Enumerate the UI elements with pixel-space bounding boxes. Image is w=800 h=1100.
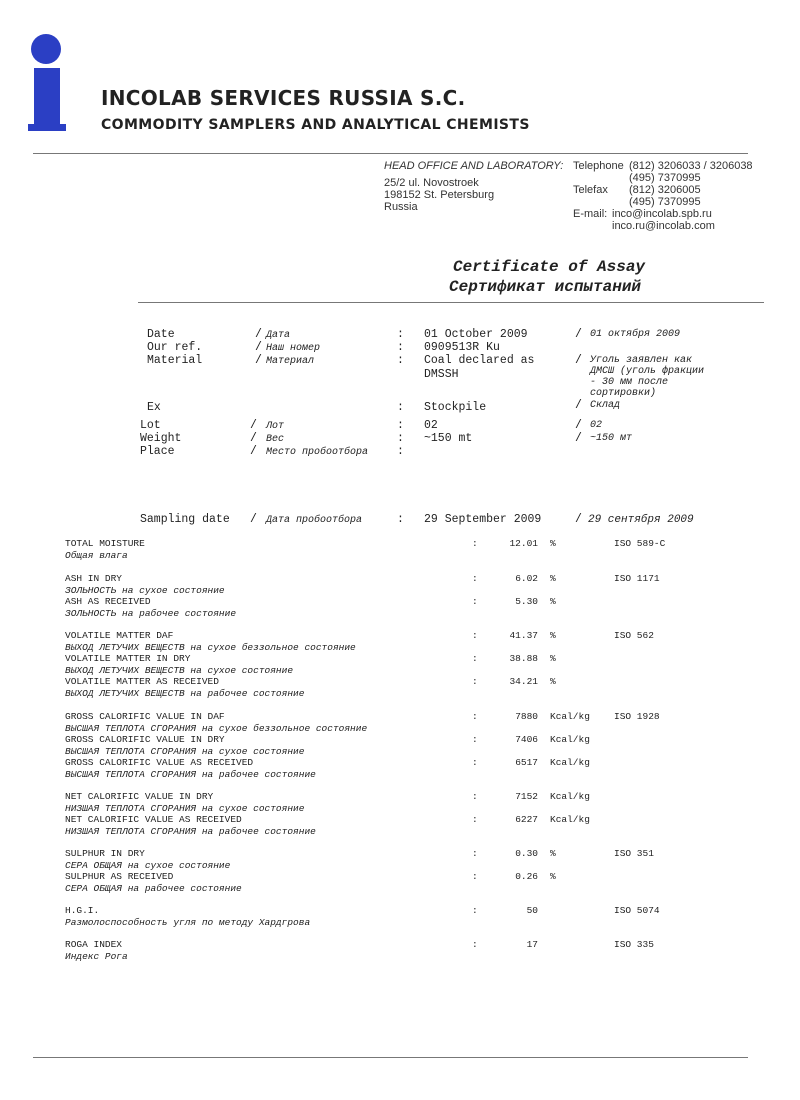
slash: / <box>255 341 262 354</box>
field-label: Lot <box>140 419 161 432</box>
colon: : <box>397 341 404 354</box>
top-rule <box>33 153 748 154</box>
office-heading: HEAD OFFICE AND LABORATORY: <box>384 160 564 172</box>
slash: / <box>255 328 262 341</box>
address-line-1: 25/2 ul. Novostroek <box>384 177 479 189</box>
slash: / <box>250 513 257 526</box>
result-colon: : <box>472 630 478 641</box>
result-name-ru: ВЫХОД ЛЕТУЧИХ ВЕЩЕСТВ на рабочее состояние <box>65 688 305 699</box>
result-unit: Kcal/kg <box>550 711 590 722</box>
result-name-ru: ВЫХОД ЛЕТУЧИХ ВЕЩЕСТВ на сухое состояние <box>65 665 294 676</box>
result-name-ru: Общая влага <box>65 550 128 561</box>
field-label-ru: Лот <box>266 421 285 432</box>
slash: / <box>575 432 582 445</box>
result-unit: % <box>550 573 556 584</box>
result-colon: : <box>472 814 478 825</box>
result-value: 6227 <box>515 814 538 825</box>
colon: : <box>397 328 404 341</box>
result-value: 7880 <box>515 711 538 722</box>
result-value: 0.26 <box>515 871 538 882</box>
slash: / <box>255 354 262 367</box>
result-method: ISO 5074 <box>614 905 660 916</box>
result-unit: Kcal/kg <box>550 814 590 825</box>
result-unit: Kcal/kg <box>550 791 590 802</box>
result-colon: : <box>472 757 478 768</box>
result-value: 50 <box>526 905 538 916</box>
result-name-ru: Размолоспособность угля по методу Хардгрова <box>65 917 311 928</box>
slash: / <box>250 445 257 458</box>
result-name: ASH IN DRY <box>65 573 123 584</box>
colon: : <box>397 445 404 458</box>
colon: : <box>397 354 404 367</box>
logo-dot <box>31 34 61 64</box>
field-label: Weight <box>140 432 182 445</box>
colon: : <box>397 401 404 414</box>
result-name: GROSS CALORIFIC VALUE AS RECEIVED <box>65 757 254 768</box>
result-unit: % <box>550 871 556 882</box>
result-colon: : <box>472 538 478 549</box>
result-name-ru: НИЗШАЯ ТЕПЛОТА СГОРАНИЯ на сухое состояние <box>65 803 305 814</box>
certificate-title-en: Certificate of Assay <box>453 258 646 276</box>
result-name: H.G.I. <box>65 905 100 916</box>
result-value: 41.37 <box>509 630 538 641</box>
result-method: ISO 562 <box>614 630 654 641</box>
result-value: 7152 <box>515 791 538 802</box>
telefax-1: (812) 3206005 <box>629 184 701 196</box>
slash: / <box>575 354 582 367</box>
telephone-2: (495) 7370995 <box>629 172 701 184</box>
colon: : <box>397 432 404 445</box>
field-value: ~150 mt <box>424 432 473 445</box>
result-name: NET CALORIFIC VALUE AS RECEIVED <box>65 814 242 825</box>
field-value: Coal declared as DMSSH <box>424 354 535 381</box>
result-name-ru: ВЫХОД ЛЕТУЧИХ ВЕЩЕСТВ на сухое беззольное состояние <box>65 642 356 653</box>
result-unit: Kcal/kg <box>550 757 590 768</box>
telefax-2: (495) 7370995 <box>629 196 701 208</box>
result-value: 38.88 <box>509 653 538 664</box>
result-unit: Kcal/kg <box>550 734 590 745</box>
result-colon: : <box>472 596 478 607</box>
field-value-ru: 02 <box>590 420 603 431</box>
result-colon: : <box>472 653 478 664</box>
email-2: inco.ru@incolab.com <box>612 220 715 232</box>
result-name: GROSS CALORIFIC VALUE IN DAF <box>65 711 225 722</box>
field-label-ru: Место пробоотбора <box>266 447 369 458</box>
result-name: VOLATILE MATTER IN DRY <box>65 653 191 664</box>
colon: : <box>397 419 404 432</box>
field-label: Date <box>147 328 175 341</box>
result-name-ru: ВЫСШАЯ ТЕПЛОТА СГОРАНИЯ на сухое состояние <box>65 746 305 757</box>
result-name-ru: СЕРА ОБЩАЯ на сухое состояние <box>65 860 231 871</box>
email-1: inco@incolab.spb.ru <box>612 208 712 220</box>
sampling-label-ru: Дата пробоотбора <box>266 515 363 526</box>
result-name: VOLATILE MATTER AS RECEIVED <box>65 676 219 687</box>
result-name-ru: НИЗШАЯ ТЕПЛОТА СГОРАНИЯ на рабочее состояние <box>65 826 316 837</box>
result-name: SULPHUR AS RECEIVED <box>65 871 174 882</box>
slash: / <box>250 432 257 445</box>
result-method: ISO 589-C <box>614 538 666 549</box>
result-colon: : <box>472 573 478 584</box>
result-unit: % <box>550 630 556 641</box>
field-value: 01 October 2009 <box>424 328 528 341</box>
result-unit: % <box>550 848 556 859</box>
result-name: ROGA INDEX <box>65 939 123 950</box>
result-name-ru: СЕРА ОБЩАЯ на рабочее состояние <box>65 883 242 894</box>
result-name-ru: Индекс Рога <box>65 951 128 962</box>
result-name-ru: ЗОЛЬНОСТЬ на рабочее состояние <box>65 608 237 619</box>
result-unit: % <box>550 653 556 664</box>
result-unit: % <box>550 676 556 687</box>
result-colon: : <box>472 939 478 950</box>
result-colon: : <box>472 871 478 882</box>
result-value: 34.21 <box>509 676 538 687</box>
result-value: 12.01 <box>509 538 538 549</box>
result-method: ISO 351 <box>614 848 654 859</box>
telephone-label: Telephone <box>573 160 624 172</box>
address-line-2: 198152 St. Petersburg <box>384 189 495 201</box>
result-colon: : <box>472 734 478 745</box>
address-line-3: Russia <box>384 201 418 213</box>
result-value: 7406 <box>515 734 538 745</box>
result-value: 6.02 <box>515 573 538 584</box>
result-name-ru: ВЫСШАЯ ТЕПЛОТА СГОРАНИЯ на рабочее состояние <box>65 769 316 780</box>
bottom-rule <box>33 1057 748 1058</box>
result-colon: : <box>472 905 478 916</box>
result-method: ISO 1171 <box>614 573 660 584</box>
field-value-ru: 01 октября 2009 <box>590 329 681 340</box>
field-label-ru: Материал <box>266 356 315 367</box>
result-value: 5.30 <box>515 596 538 607</box>
field-label: Ex <box>147 401 161 414</box>
result-name: SULPHUR IN DRY <box>65 848 145 859</box>
field-value: 02 <box>424 419 438 432</box>
result-name-ru: ЗОЛЬНОСТЬ на сухое состояние <box>65 585 225 596</box>
result-name: ASH AS RECEIVED <box>65 596 151 607</box>
email-label: E-mail: <box>573 208 608 220</box>
result-method: ISO 335 <box>614 939 654 950</box>
sampling-value-ru: 29 сентября 2009 <box>588 514 694 526</box>
result-unit: % <box>550 538 556 549</box>
result-value: 17 <box>526 939 538 950</box>
result-value: 0.30 <box>515 848 538 859</box>
result-method: ISO 1928 <box>614 711 660 722</box>
slash: / <box>575 419 582 432</box>
slash: / <box>250 419 257 432</box>
telephone-1: (812) 3206033 / 3206038 <box>629 160 753 172</box>
result-name-ru: ВЫСШАЯ ТЕПЛОТА СГОРАНИЯ на сухое беззольное состояние <box>65 723 368 734</box>
title-rule <box>138 302 764 303</box>
result-colon: : <box>472 791 478 802</box>
telefax-label: Telefax <box>573 184 608 196</box>
result-name: VOLATILE MATTER DAF <box>65 630 174 641</box>
sampling-label: Sampling date <box>140 513 230 526</box>
slash: / <box>575 513 582 526</box>
slash: / <box>575 328 582 341</box>
field-label: Our ref. <box>147 341 203 354</box>
field-value: Stockpile <box>424 401 487 414</box>
result-unit: % <box>550 596 556 607</box>
field-label: Material <box>147 354 203 367</box>
field-value: 0909513R Ku <box>424 341 500 354</box>
result-colon: : <box>472 848 478 859</box>
result-name: TOTAL MOISTURE <box>65 538 145 549</box>
colon: : <box>397 513 404 526</box>
field-label-ru: Наш номер <box>266 343 321 354</box>
field-value-ru: Уголь заявлен как ДМСШ (уголь фракции - 30 мм после сортировки) <box>590 355 705 399</box>
company-name: INCOLAB SERVICES RUSSIA S.C. <box>101 86 466 110</box>
field-label-ru: Дата <box>266 330 291 341</box>
logo-bar <box>34 68 60 130</box>
field-value-ru: ~150 мт <box>590 433 633 444</box>
field-label: Place <box>140 445 175 458</box>
result-name: NET CALORIFIC VALUE IN DRY <box>65 791 214 802</box>
company-subtitle: COMMODITY SAMPLERS AND ANALYTICAL CHEMISTS <box>101 117 530 133</box>
result-colon: : <box>472 711 478 722</box>
result-colon: : <box>472 676 478 687</box>
result-name: GROSS CALORIFIC VALUE IN DRY <box>65 734 225 745</box>
sampling-value: 29 September 2009 <box>424 513 542 526</box>
field-value-ru: Склад <box>590 400 621 411</box>
logo-foot <box>28 124 66 131</box>
result-value: 6517 <box>515 757 538 768</box>
field-label-ru: Вес <box>266 434 285 445</box>
slash: / <box>575 399 582 412</box>
certificate-title-ru: Сертификат испытаний <box>449 278 642 296</box>
